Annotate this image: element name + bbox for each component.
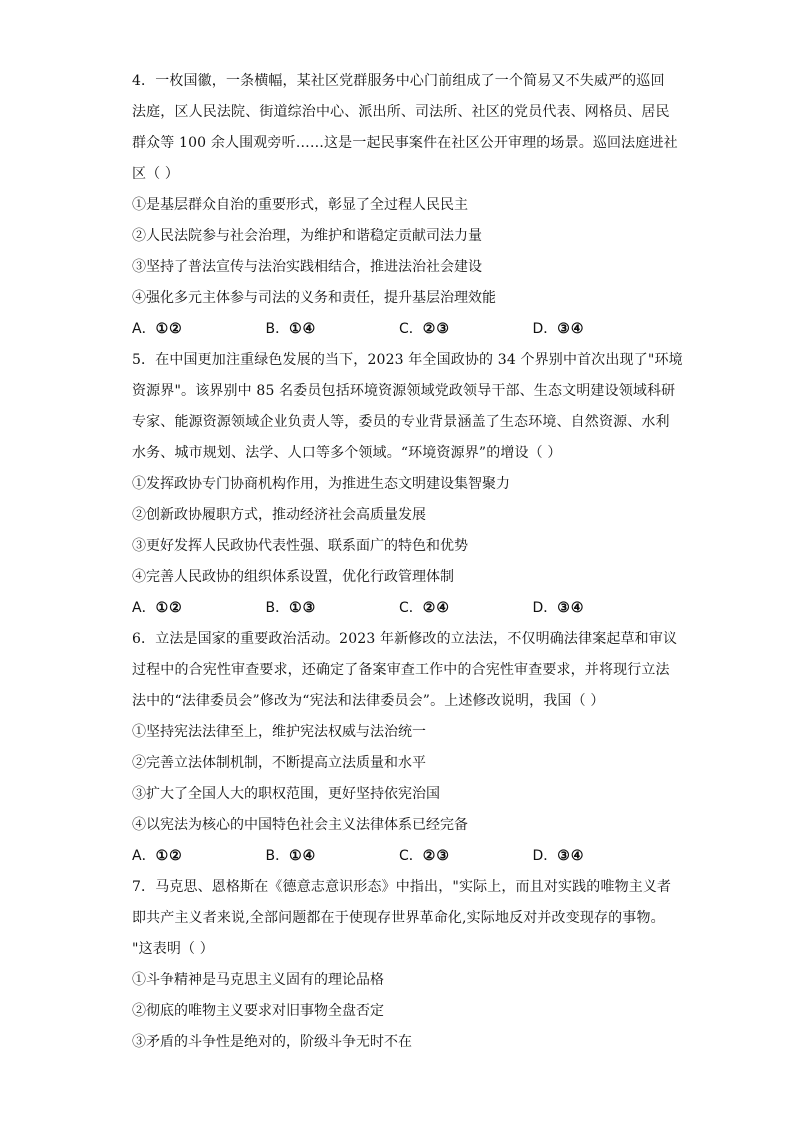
statement-option: ③坚持了普法宣传与法治实践相结合，推进法治社会建设	[132, 259, 482, 275]
choice-d[interactable]	[533, 314, 667, 345]
statement-option: ④强化多元主体参与司法的义务和责任，提升基层治理效能	[132, 290, 496, 306]
choice-b[interactable]	[266, 314, 400, 345]
question-stem-line: 6．立法是国家的重要政治活动。2023 年新修改的立法法，不仅明确法律案起草和审议	[132, 631, 678, 647]
statement-option: ④完善人民政协的组织体系设置，优化行政管理体制	[132, 569, 454, 585]
choice-numbers: ①④	[289, 848, 317, 864]
question-stem-line: 资源界"。该界别中 85 名委员包括环境资源领域党政领导干部、生态文明建设领域科研	[132, 383, 676, 399]
choice-letter: A．	[132, 848, 156, 864]
question-stem-line: 4．一枚国徽，一条横幅，某社区党群服务中心门前组成了一个简易又不失威严的巡回	[132, 73, 665, 89]
statement-option: ①斗争精神是马克思主义固有的理论品格	[132, 972, 384, 988]
question-stem-line: 法庭，区人民法院、街道综治中心、派出所、司法所、社区的党员代表、网格员、居民	[132, 104, 670, 120]
choice-letter: B．	[265, 600, 290, 616]
question-stem-line: 群众等 100 余人围观旁听……这是一起民事案件在社区公开审理的场景。巡回法庭进社	[132, 135, 678, 151]
choice-letter: D．	[532, 600, 558, 616]
answer-choices	[132, 841, 666, 872]
statement-option: ②彻底的唯物主义要求对旧事物全盘否定	[132, 1003, 384, 1019]
choice-letter: A．	[132, 321, 156, 337]
question-7	[132, 872, 672, 1058]
choice-numbers: ①③	[289, 600, 317, 616]
question-stem-line: 区（ ）	[132, 166, 180, 182]
question-6	[132, 624, 678, 872]
choice-letter: B．	[265, 848, 290, 864]
question-stem-line: 法中的“法律委员会”修改为“宪法和法律委员会”。上述修改说明，我国（ ）	[132, 693, 605, 709]
answer-choices	[132, 593, 666, 624]
choice-b[interactable]	[266, 593, 400, 624]
choice-c[interactable]	[399, 314, 533, 345]
choice-d[interactable]	[533, 841, 667, 872]
choice-letter: B．	[265, 321, 290, 337]
choice-b[interactable]	[266, 841, 400, 872]
statement-option: ③更好发挥人民政协代表性强、联系面广的特色和优势	[132, 538, 468, 554]
statement-option: ①坚持宪法法律至上，维护宪法权威与法治统一	[132, 724, 426, 740]
choice-numbers: ③④	[557, 600, 585, 616]
choice-numbers: ③④	[557, 321, 585, 337]
statement-option: ②创新政协履职方式，推动经济社会高质量发展	[132, 507, 426, 523]
statement-option: ④以宪法为核心的中国特色社会主义法律体系已经完备	[132, 817, 468, 833]
choice-numbers: ③④	[557, 848, 585, 864]
question-4	[132, 66, 678, 345]
answer-choices	[132, 314, 666, 345]
choice-a[interactable]	[132, 841, 266, 872]
choice-letter: A．	[132, 600, 156, 616]
choice-numbers: ②③	[422, 848, 450, 864]
choice-numbers: ①②	[155, 321, 183, 337]
choice-a[interactable]	[132, 593, 266, 624]
statement-option: ③矛盾的斗争性是绝对的，阶级斗争无时不在	[132, 1034, 412, 1050]
choice-numbers: ①②	[155, 600, 183, 616]
question-stem-line: 即共产主义者来说,全部问题都在于使现存世界革命化,实际地反对并改变现存的事物。	[132, 910, 665, 926]
statement-option: ②完善立法体制机制，不断提高立法质量和水平	[132, 755, 426, 771]
choice-c[interactable]	[399, 593, 533, 624]
question-stem-line: "这表明（ ）	[132, 941, 214, 957]
question-stem-line: 5．在中国更加注重绿色发展的当下，2023 年全国政协的 34 个界别中首次出现了"环境	[132, 352, 683, 368]
statement-option: ①发挥政协专门协商机构作用，为推进生态文明建设集智聚力	[132, 476, 510, 492]
choice-letter: C．	[399, 600, 423, 616]
question-stem-line: 7．马克思、恩格斯在《德意志意识形态》中指出，"实际上，而且对实践的唯物主义者	[132, 879, 672, 895]
statement-option: ①是基层群众自治的重要形式，彰显了全过程人民民主	[132, 197, 468, 213]
choice-a[interactable]	[132, 314, 266, 345]
question-5	[132, 345, 683, 624]
choice-letter: D．	[532, 848, 558, 864]
choice-numbers: ①②	[155, 848, 183, 864]
statement-option: ②人民法院参与社会治理，为维护和谐稳定贡献司法力量	[132, 228, 482, 244]
choice-letter: C．	[399, 321, 423, 337]
statement-option: ③扩大了全国人大的职权范围，更好坚持依宪治国	[132, 786, 440, 802]
choice-numbers: ②④	[422, 600, 450, 616]
choice-numbers: ②③	[422, 321, 450, 337]
choice-d[interactable]	[533, 593, 667, 624]
choice-letter: C．	[399, 848, 423, 864]
question-stem-line: 水务、城市规划、法学、人口等多个领域。“环境资源界”的增设（ ）	[132, 445, 562, 461]
question-stem-line: 过程中的合宪性审查要求，还确定了备案审查工作中的合宪性审查要求，并将现行立法	[132, 662, 670, 678]
question-stem-line: 专家、能源资源领域企业负责人等，委员的专业背景涵盖了生态环境、自然资源、水利	[132, 414, 670, 430]
choice-c[interactable]	[399, 841, 533, 872]
choice-letter: D．	[532, 321, 558, 337]
choice-numbers: ①④	[289, 321, 317, 337]
